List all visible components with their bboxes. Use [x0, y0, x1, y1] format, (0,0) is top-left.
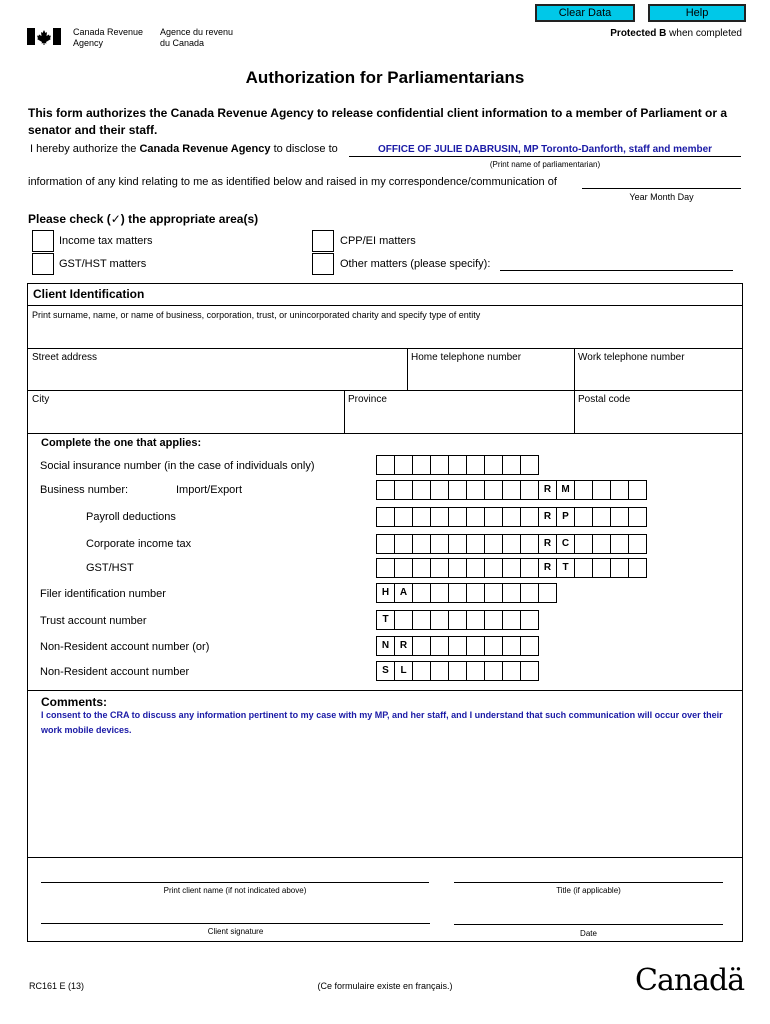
- parliamentarian-name-line: [349, 156, 741, 157]
- divider: [27, 690, 743, 691]
- import-export-label: Import/Export: [176, 484, 243, 496]
- form-id: RC161 E (13): [29, 981, 85, 991]
- canada-flag-icon: [27, 28, 61, 45]
- corporate-tax-label: Corporate income tax: [86, 538, 192, 550]
- other-matters-field[interactable]: [500, 270, 733, 271]
- date-label: Date: [580, 929, 597, 938]
- divider: [27, 433, 743, 434]
- payroll-label: Payroll deductions: [86, 511, 176, 523]
- work-phone-field[interactable]: [575, 364, 742, 390]
- home-phone-label: Home telephone number: [411, 352, 522, 363]
- import-export-field[interactable]: R M: [376, 480, 647, 500]
- divider: [27, 348, 743, 349]
- gst-hst-label: GST/HST matters: [59, 258, 147, 270]
- payroll-field[interactable]: R P: [376, 507, 647, 527]
- cpp-ei-label: CPP/EI matters: [340, 235, 416, 247]
- divider: [27, 857, 743, 858]
- province-field[interactable]: [345, 406, 574, 432]
- client-identification-heading: Client Identification: [33, 287, 145, 301]
- gst-hst-number-label: GST/HST: [86, 562, 134, 574]
- signature-field[interactable]: [41, 923, 430, 924]
- numbers-heading: Complete the one that applies:: [41, 437, 202, 449]
- agency-name-fr: Agence du revenu du Canada: [160, 27, 234, 48]
- postal-code-label: Postal code: [578, 394, 631, 405]
- client-name-field[interactable]: [28, 322, 742, 348]
- client-name-label: Print surname, name, or name of business, corporation, trust, or unincorporated charity and specify type of entity: [32, 310, 481, 320]
- sin-field[interactable]: [376, 455, 539, 475]
- filer-id-label: Filer identification number: [40, 588, 166, 600]
- authorize-text: I hereby authorize the Canada Revenue Agency to disclose to: [30, 143, 338, 155]
- title-field[interactable]: [454, 882, 723, 883]
- agency-name-en: Canada Revenue Agency: [73, 27, 144, 48]
- date-field[interactable]: [454, 924, 723, 925]
- gst-hst-number-field[interactable]: R T: [376, 558, 647, 578]
- parliamentarian-caption: (Print name of parliamentarian): [489, 160, 601, 169]
- signature-label: Client signature: [207, 927, 264, 936]
- other-matters-checkbox[interactable]: [312, 253, 334, 275]
- clear-data-button[interactable]: Clear Data: [535, 4, 635, 22]
- information-text: information of any kind relating to me as identified below and raised in my correspondence/communication of: [28, 176, 557, 188]
- title-label: Title (if applicable): [556, 886, 621, 895]
- protected-label: Protected B when completed: [610, 28, 742, 39]
- non-resident-1-field[interactable]: N R: [376, 636, 539, 656]
- cpp-ei-checkbox[interactable]: [312, 230, 334, 252]
- corporate-tax-field[interactable]: R C: [376, 534, 647, 554]
- canada-wordmark: Canadä: [635, 963, 745, 998]
- french-version-note: (Ce formulaire existe en français.): [317, 981, 453, 991]
- home-phone-field[interactable]: [408, 364, 574, 390]
- gst-hst-checkbox[interactable]: [32, 253, 54, 275]
- business-number-label: Business number:: [40, 484, 129, 496]
- page-title: Authorization for Parliamentarians: [245, 68, 525, 87]
- city-field[interactable]: [28, 406, 344, 432]
- filer-id-field[interactable]: H A: [376, 583, 557, 603]
- non-resident-2-label: Non-Resident account number: [40, 666, 190, 678]
- comments-field[interactable]: I consent to the CRA to discuss any information pertinent to my case with my MP, and her staff, and I understand that such communication will occur over their work mobile devices.: [41, 710, 723, 735]
- date-caption: Year Month Day: [629, 192, 694, 202]
- check-area-heading: Please check (✓) the appropriate area(s): [28, 212, 259, 226]
- work-phone-label: Work telephone number: [578, 352, 685, 363]
- divider: [27, 390, 743, 391]
- divider: [27, 305, 743, 306]
- help-button[interactable]: Help: [648, 4, 746, 22]
- non-resident-1-label: Non-Resident account number (or): [40, 641, 210, 653]
- correspondence-date-field[interactable]: [582, 188, 741, 189]
- trust-account-field[interactable]: T: [376, 610, 539, 630]
- parliamentarian-name-field[interactable]: OFFICE OF JULIE DABRUSIN, MP Toronto-Danforth, staff and member: [377, 144, 713, 155]
- print-name-field[interactable]: [41, 882, 429, 883]
- postal-code-field[interactable]: [575, 406, 742, 432]
- non-resident-2-field[interactable]: S L: [376, 661, 539, 681]
- province-label: Province: [348, 394, 387, 405]
- trust-account-label: Trust account number: [40, 615, 147, 627]
- income-tax-label: Income tax matters: [59, 235, 153, 247]
- income-tax-checkbox[interactable]: [32, 230, 54, 252]
- comments-heading: Comments:: [41, 695, 108, 709]
- intro-text: This form authorizes the Canada Revenue Agency to release confidential client information to a member of Parliament or a senator and their staff.: [28, 106, 728, 137]
- other-matters-label: Other matters (please specify):: [340, 258, 491, 270]
- city-label: City: [32, 394, 50, 405]
- street-address-field[interactable]: [28, 364, 406, 390]
- sin-label: Social insurance number (in the case of individuals only): [40, 460, 315, 472]
- print-name-label: Print client name (if not indicated above): [163, 886, 307, 895]
- street-address-label: Street address: [32, 352, 98, 363]
